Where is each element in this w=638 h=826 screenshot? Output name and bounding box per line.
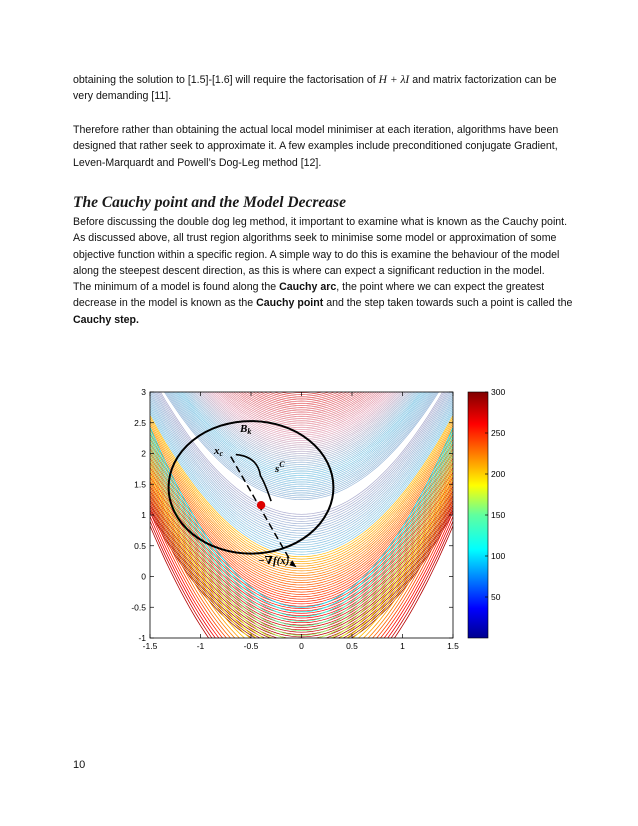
plot-area bbox=[150, 392, 453, 638]
x-tick-label: 0.5 bbox=[346, 641, 358, 651]
para2-text: Therefore rather than obtaining the actual local model minimiser at each iteration, algorithms have been designed that rather seek to approximate it. A few examples include preconditioned conjugate Gradient, Leven-Marquardt and Powell’s Dog-Leg method [12]. bbox=[73, 124, 559, 169]
para3-line3e: and the step taken towards such a point is called the bbox=[323, 297, 573, 310]
para3-line2: As discussed above, all trust region algorithms seek to minimise some model or approximation of some objective function within a specific region. A simple way to do this is examine the behaviour of the model along the steepest descent direction, as this is where can expect a significant reduction in the model. bbox=[73, 232, 560, 277]
y-tick-label: -1 bbox=[138, 633, 146, 643]
x-tick-label: 1.5 bbox=[447, 641, 459, 651]
cauchy-step-term: Cauchy step. bbox=[73, 313, 139, 326]
cauchy-point-marker bbox=[257, 501, 265, 509]
y-tick-label: 2 bbox=[141, 448, 146, 459]
colorbar-tick-label: 250 bbox=[491, 428, 506, 438]
colorbar-tick-label: 50 bbox=[491, 592, 501, 602]
contour-figure bbox=[130, 384, 520, 664]
label-cauchy-step: $s^C$ bbox=[275, 460, 285, 475]
colorbar-tick-label: 300 bbox=[491, 387, 506, 397]
para3-line1: Before discussing the double dog leg method, it important to examine what is known as the Cauchy point. bbox=[73, 216, 568, 228]
cauchy-point-term: Cauchy point bbox=[256, 297, 324, 310]
section-heading: The Cauchy point and the Model Decrease bbox=[73, 194, 346, 211]
x-tick-label: -0.5 bbox=[243, 641, 259, 651]
contour-plot-svg bbox=[130, 384, 520, 659]
para3-line3a: The minimum of a model is found along the bbox=[73, 281, 280, 294]
para1-text-post: and matrix factorization can be very demanding [11]. bbox=[73, 74, 557, 103]
x-tick-label: -1 bbox=[196, 641, 205, 651]
para1-text-pre: obtaining the solution to [1.5]-[1.6] will require the factorisation of bbox=[73, 74, 379, 86]
y-tick-label: 2.5 bbox=[134, 417, 146, 428]
x-tick-label: -1.5 bbox=[142, 641, 158, 651]
para1-math: H + λI bbox=[378, 74, 410, 86]
y-tick-label: 0.5 bbox=[134, 540, 146, 551]
cauchy-arc-term: Cauchy arc bbox=[279, 281, 337, 294]
label-gradient: −∇f(x) bbox=[258, 555, 290, 567]
colorbar-tick-label: 150 bbox=[491, 510, 506, 520]
colorbar-tick-label: 100 bbox=[491, 551, 506, 561]
y-tick-label: 0 bbox=[141, 571, 146, 582]
y-tick-label: 3 bbox=[141, 387, 146, 397]
page-number: 10 bbox=[73, 759, 86, 771]
para3-line3c: , the point where we can expect the greatest decrease in the model is known as the bbox=[73, 281, 545, 310]
label-trust-region: Bk bbox=[240, 423, 252, 436]
label-cauchy-point: xc bbox=[214, 445, 224, 458]
paragraph-cauchy bbox=[73, 214, 573, 328]
y-tick-label: 1 bbox=[141, 510, 146, 520]
x-tick-label: 0 bbox=[299, 641, 304, 651]
paragraph-factorisation bbox=[73, 72, 573, 105]
y-tick-label: 1.5 bbox=[134, 479, 146, 490]
x-tick-label: 1 bbox=[400, 641, 405, 651]
y-tick-label: -0.5 bbox=[131, 602, 146, 613]
contour-line-upper bbox=[150, 384, 453, 391]
colorbar-tick-label: 200 bbox=[491, 469, 506, 479]
paragraph-algorithms bbox=[73, 122, 573, 171]
contour-line-upper bbox=[150, 384, 453, 393]
